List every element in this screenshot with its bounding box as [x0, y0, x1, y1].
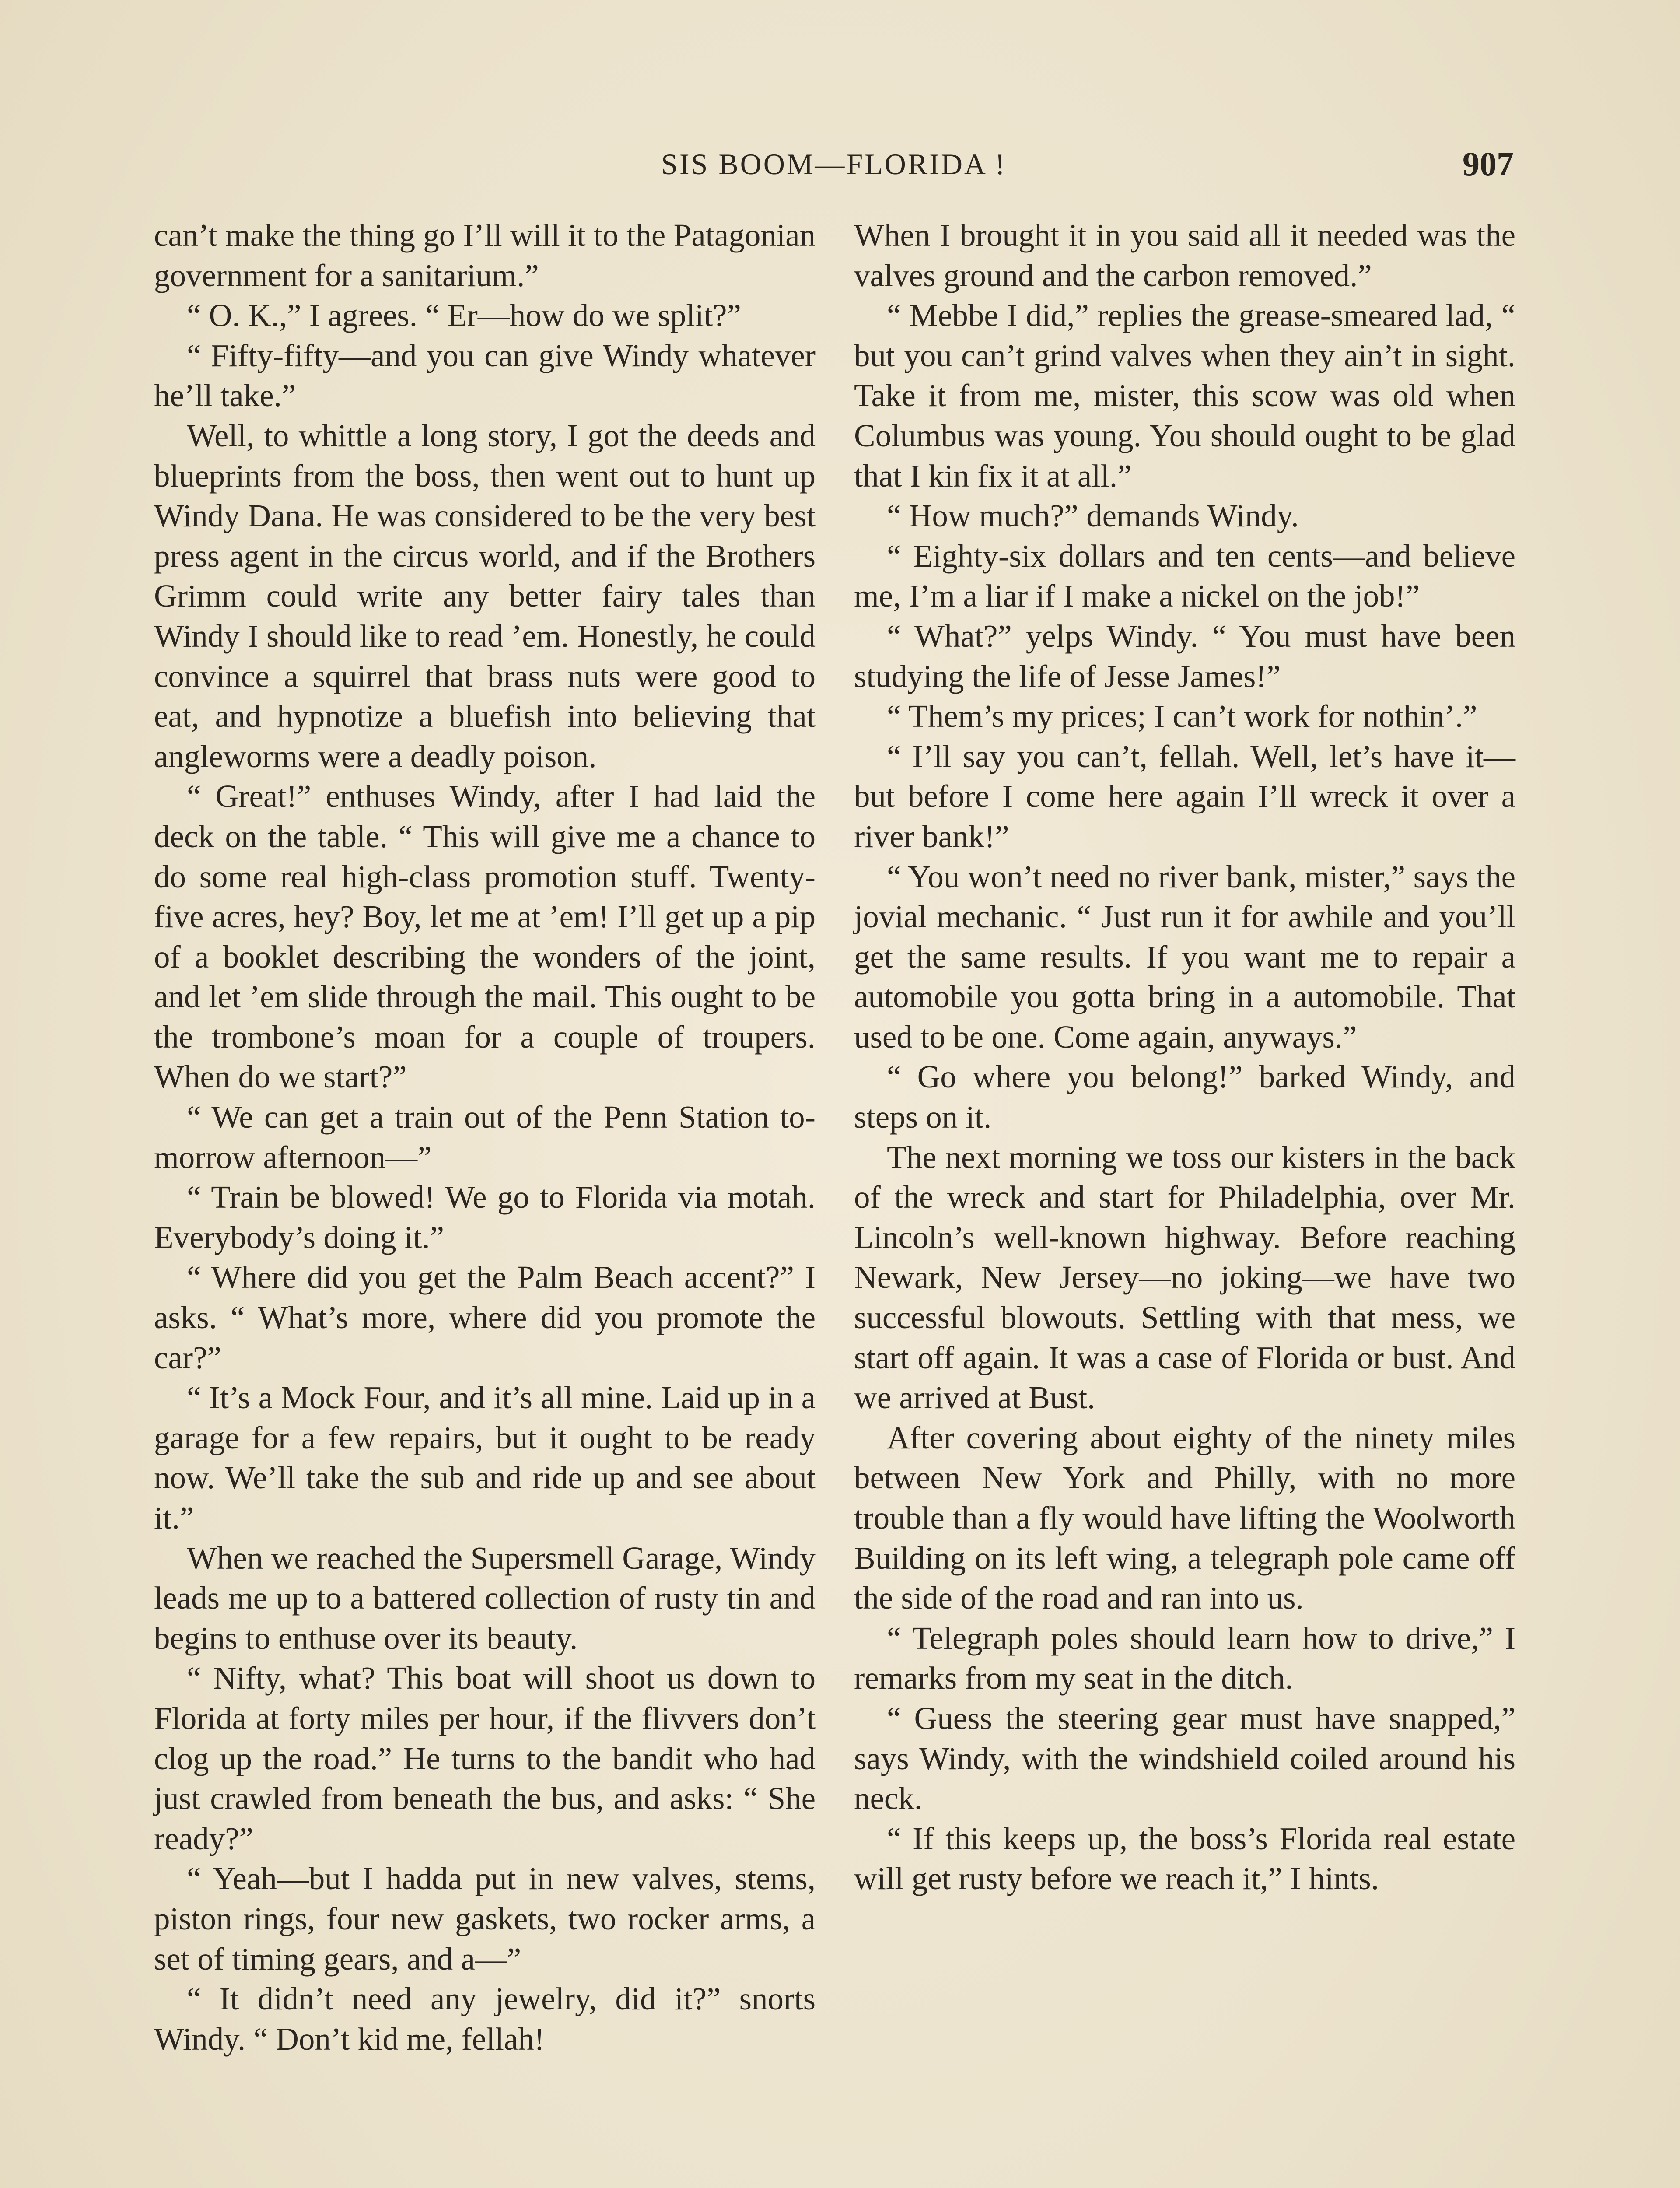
paragraph: “ Them’s my prices; I can’t work for nothin’.” [887, 698, 1477, 734]
paragraph: “ You won’t need no river bank, mister,” says the jovial mechanic. “ Just run it for awhile and you’ll get the same results. If you want me to repair a automobile you gotta bring in a automobile. That used to be one. Come again, anyways.” [854, 859, 1516, 1055]
paragraph: “ Great!” enthuses Windy, after I had laid the deck on the table. “ This will give me a chance to do some real high-class promotion stuff. Twenty-five acres, hey? Boy, let me at ’em! I’ll get up a pip of a booklet describing the wonders of the joint, and let ’em slide through the mail. This ought to be the trombone’s moan for a couple of troupers. When do we start?” [154, 778, 816, 1095]
paragraph: “ I’ll say you can’t, fellah. Well, let’s have it—but before I come here again I’ll wreck it over a river bank!” [854, 738, 1516, 854]
paragraph: The next morning we toss our kisters in the back of the wreck and start for Philadelphia, over Mr. Lincoln’s well-known highway. Before reaching Newark, New Jersey—no joking—we have two successful blowouts. Settling with that mess, we start off again. It was a case of Florida or bust. And we arrived at Bust. [854, 1139, 1516, 1416]
paragraph: After covering about eighty of the ninety miles between New York and Philly, with no more trouble than a fly would have lifting the Woolworth Building on its left wing, a telegraph pole came off the side of the road and ran into us. [854, 1420, 1516, 1616]
paragraph: can’t make the thing go I’ll will it to the Patagonian government for a sanitarium.” [154, 217, 816, 293]
paragraph: “ Telegraph poles should learn how to drive,” I remarks from my seat in the ditch. [854, 1620, 1516, 1696]
paragraph: “ Mebbe I did,” replies the grease-smeared lad, “ but you can’t grind valves when they ain’t in sight. Take it from me, mister, this scow was old when Columbus was young. You should ought to be glad that I kin fix it at all.” [854, 298, 1516, 494]
paragraph: “ We can get a train out of the Penn Station to-morrow afternoon—” [154, 1099, 816, 1175]
right-column [854, 215, 1516, 1899]
paragraph: “ Guess the steering gear must have snapped,” says Windy, with the windshield coiled around his neck. [854, 1700, 1516, 1816]
paragraph: When I brought it in you said all it needed was the valves ground and the carbon removed.” [854, 217, 1516, 293]
paragraph: “ What?” yelps Windy. “ You must have been studying the life of Jesse James!” [854, 618, 1516, 694]
left-column [154, 215, 816, 2059]
paragraph: “ Eighty-six dollars and ten cents—and believe me, I’m a liar if I make a nickel on the job!” [854, 538, 1516, 614]
paragraph: “ It didn’t need any jewelry, did it?” snorts Windy. “ Don’t kid me, fellah! [154, 1981, 816, 2057]
paragraph: “ O. K.,” I agrees. “ Er—how do we split?” [187, 298, 741, 333]
paragraph: When we reached the Supersmell Garage, Windy leads me up to a battered collection of rusty tin and begins to enthuse over its beauty. [154, 1540, 816, 1656]
paragraph: “ Fifty-fifty—and you can give Windy whatever he’ll take.” [154, 337, 816, 414]
page-header [154, 140, 1514, 188]
paragraph: “ It’s a Mock Four, and it’s all mine. Laid up in a garage for a few repairs, but it ought to be ready now. We’ll take the sub and ride up and see about it.” [154, 1380, 816, 1536]
running-head: SIS BOOM—FLORIDA ! [661, 147, 1007, 181]
page-number: 907 [1463, 145, 1514, 183]
paragraph: “ Go where you belong!” barked Windy, and steps on it. [854, 1059, 1516, 1135]
paragraph: “ Yeah—but I hadda put in new valves, stems, piston rings, four new gaskets, two rocker arms, a set of timing gears, and a—” [154, 1861, 816, 1977]
paragraph: “ Where did you get the Palm Beach accent?” I asks. “ What’s more, where did you promote the car?” [154, 1259, 816, 1375]
paragraph: “ If this keeps up, the boss’s Florida real estate will get rusty before we reach it,” I hints. [854, 1820, 1516, 1897]
paragraph: “ Train be blowed! We go to Florida via motah. Everybody’s doing it.” [154, 1179, 816, 1255]
paragraph: “ How much?” demands Windy. [887, 498, 1299, 534]
paragraph: “ Nifty, what? This boat will shoot us down to Florida at forty miles per hour, if the flivvers don’t clog up the road.” He turns to the bandit who had just crawled from beneath the bus, and asks: “ She ready?” [154, 1660, 816, 1856]
paragraph: Well, to whittle a long story, I got the deeds and blueprints from the boss, then went out to hunt up Windy Dana. He was considered to be the very best press agent in the circus world, and if the Brothers Grimm could write any better fairy tales than Windy I should like to read ’em. Honestly, he could convince a squirrel that brass nuts were good to eat, and hypnotize a bluefish into believing that angleworms were a deadly poison. [154, 417, 816, 774]
